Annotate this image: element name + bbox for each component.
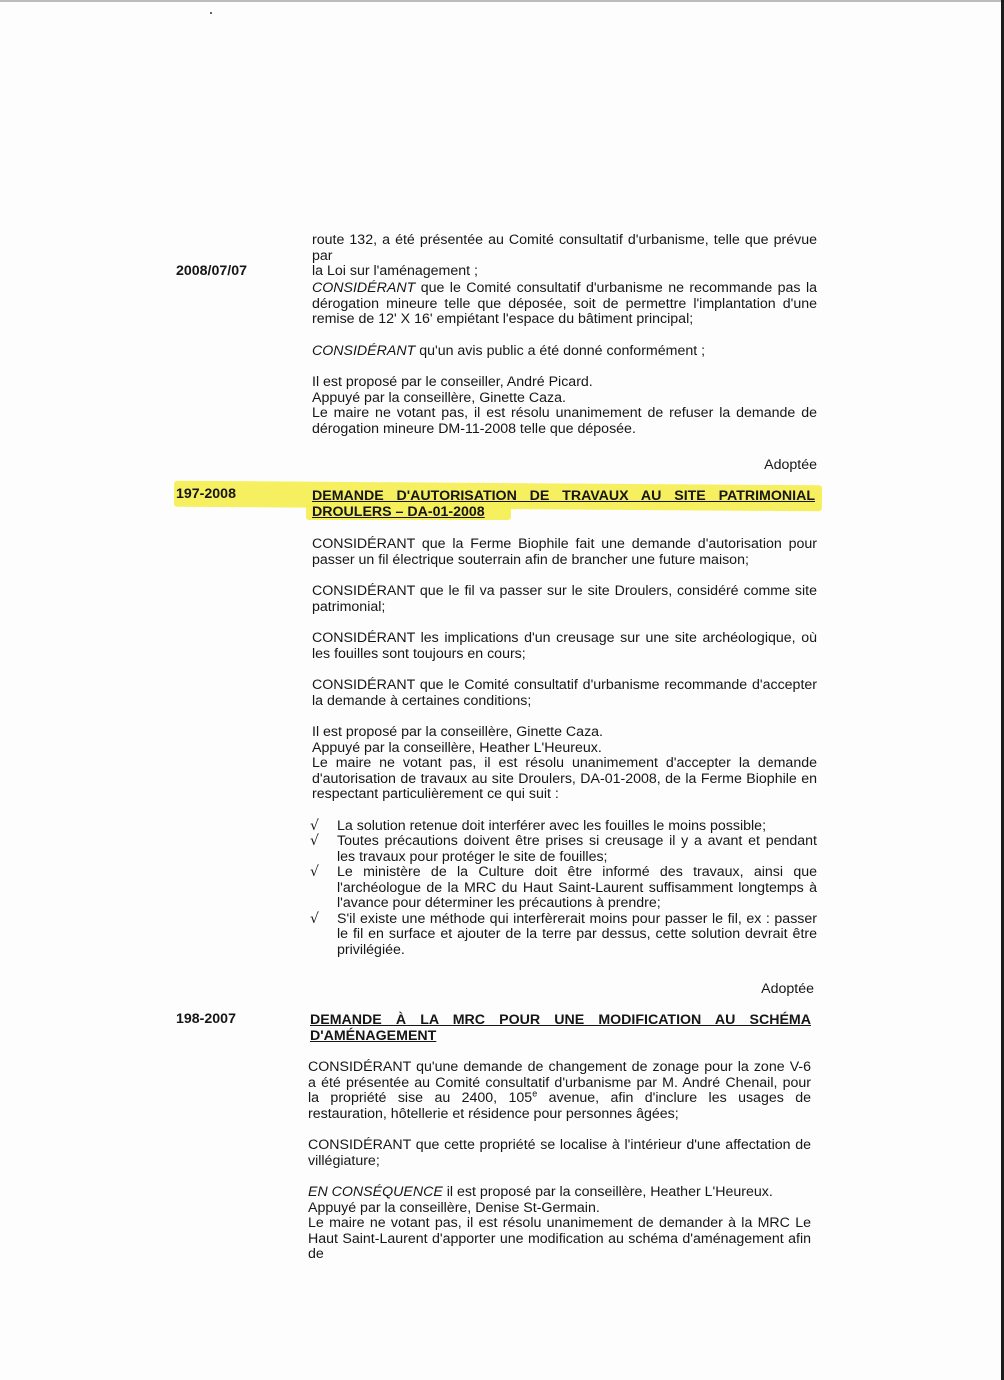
section-title: DEMANDE D'AUTORISATION DE TRAVAUX AU SITE PATRIMONIAL DROULERS – DA-01-2008 [312,488,815,520]
condition-item [312,912,817,959]
condition-text: La solution retenue doit interférer avec les fouilles le moins possible; [337,817,767,834]
date-reference: 2008/07/07 [176,263,248,279]
consequence-label: EN CONSÉQUENCE [308,1184,443,1200]
continuation-paragraph [312,233,817,280]
considerant-text: CONSIDÉRANT qu'une demande de changement de zonage pour la zone V-6 a été présentée au Comité consultatif d'urbanisme par M. André Chenail, pour la propriété sise au 2400, 105 [308,1059,811,1106]
conditions-list [312,819,817,959]
resolution-paragraph: Le maire ne votant pas, il est résolu unanimement d'accepter la demande d'autorisation de travaux au site Droulers, DA-01-2008, de la Ferme Biophile en respectant particulièrement ce qui suit : [312,755,817,802]
checkmark-icon: √ [310,817,319,834]
proposer-text: il est proposé par la conseillère, Heather L'Heureux. [442,1184,773,1200]
considerant-label: CONSIDÉRANT [312,280,416,296]
considerant-text: qu'un avis public a été donné conformément ; [415,342,706,359]
condition-item [312,865,817,912]
adoptee-label: Adoptée [764,457,817,473]
condition-item [312,819,817,835]
considerant-paragraph [308,1060,811,1122]
seconder-line: Appuyé par la conseillère, Heather L'Heureux. [312,739,602,756]
considerant-paragraph [312,281,817,328]
condition-text: Le ministère de la Culture doit être informé des travaux, ainsi que l'archéologue de la MRC du Haut Saint-Laurent suffisamment longtemps à l'avance pour déterminer les précautions à prendre; [337,864,817,911]
first-section [312,281,817,437]
condition-text: Toutes précautions doivent être prises si creusage il y a avant et pendant les travaux pour protéger le site de fouilles; [337,833,817,865]
checkmark-icon: √ [310,864,319,880]
checkmark-icon: √ [310,833,319,849]
seconder-line: Appuyé par la conseillère, Denise St-Germain. [308,1199,600,1216]
resolution-paragraph: Le maire ne votant pas, il est résolu unanimement de demander à la MRC Le Haut Saint-Laurent d'apporter une modification au schéma d'aménagement afin de [308,1215,811,1262]
checkmark-icon: √ [310,910,319,927]
condition-item [312,834,817,865]
considerant-paragraph: CONSIDÉRANT que la Ferme Biophile fait une demande d'autorisation pour passer un fil électrique souterrain afin de brancher une future maison; [312,536,817,568]
proposer-line [308,1185,811,1201]
considerant-text: avenue, afin d'inclure les usages de restauration, hôtellerie et résidence pour personnes âgées; [308,1090,812,1122]
ordinal-suffix: e [532,1088,538,1099]
considerant-paragraph [312,344,817,360]
continuation-line-1: route 132, a été présentée au Comité consultatif d'urbanisme, telle que prévue par [312,232,817,264]
considerant-paragraph: CONSIDÉRANT que cette propriété se localise à l'intérieur d'une affectation de villégiature; [308,1137,811,1169]
section-197-body [312,537,817,958]
resolution-paragraph: Le maire ne votant pas, il est résolu unanimement de refuser la demande de dérogation mineure DM-11-2008 telle que déposée. [312,405,817,437]
section-198-body [308,1060,811,1263]
proposer-line: Il est proposé par le conseiller, André Picard. [312,374,593,390]
proposer-line: Il est proposé par la conseillère, Ginette Caza. [312,724,603,740]
continuation-line-2: la Loi sur l'aménagement ; [312,263,478,279]
resolution-number: 198-2007 [176,1011,236,1027]
considerant-paragraph: CONSIDÉRANT que le Comité consultatif d'urbanisme recommande d'accepter la demande à certaines conditions; [312,677,817,709]
considerant-paragraph: CONSIDÉRANT les implications d'un creusage sur une site archéologique, où les fouilles sont toujours en cours; [312,630,817,662]
seconder-line: Appuyé par la conseillère, Ginette Caza. [312,389,566,406]
resolution-number: 197-2008 [176,486,236,502]
scan-speck [210,12,212,14]
section-title: DEMANDE À LA MRC POUR UNE MODIFICATION AU SCHÉMA D'AMÉNAGEMENT [310,1012,811,1044]
adoptee-label: Adoptée [761,981,814,997]
scan-top-edge [0,0,1004,2]
considerant-paragraph: CONSIDÉRANT que le fil va passer sur le site Droulers, considéré comme site patrimonial; [312,583,817,615]
considerant-label: CONSIDÉRANT [312,342,416,359]
condition-text: S'il existe une méthode qui interfèrerait moins pour passer le fil, ex : passer le fil en surface et ajouter de la terre par dessus, cette solution devrait être privilégiée. [337,910,817,958]
considerant-text: que le Comité consultatif d'urbanisme ne recommande pas la dérogation mineure telle que déposée, soit de permettre l'implantation d'une remise de 12' X 16' empiétant l'espace du bâtiment principal; [312,280,817,327]
